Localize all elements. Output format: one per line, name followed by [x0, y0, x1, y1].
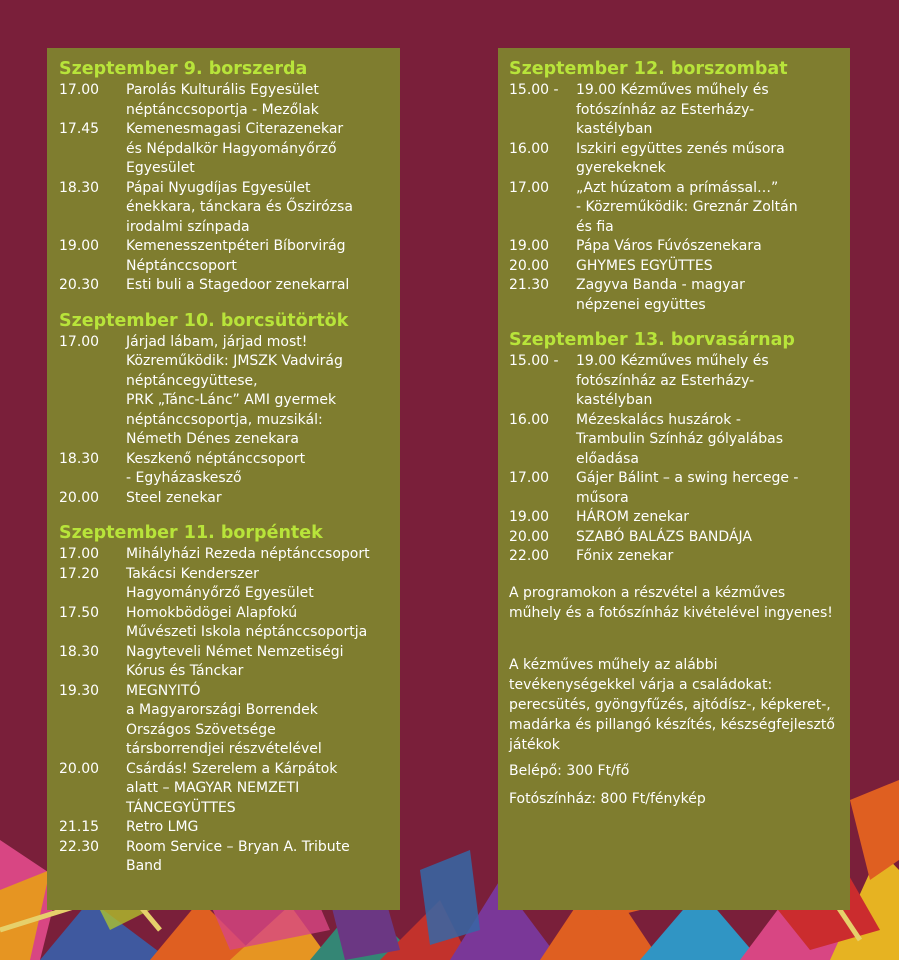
day-section	[59, 58, 400, 296]
description	[126, 81, 400, 120]
description-line: néptáncegyüttese,	[126, 372, 258, 389]
description-line: Országos Szövetsége	[126, 721, 276, 738]
description-line: kastélyban	[576, 121, 653, 137]
description	[576, 469, 850, 508]
description-line: PRK „Tánc-Lánc” AMI gyermek	[126, 392, 337, 408]
day-title: Szeptember 12. borszombat	[509, 59, 788, 79]
program-row	[59, 545, 400, 565]
time: 20.30	[59, 277, 100, 293]
description-line: néptánccsoportja, muzsikál:	[126, 411, 323, 428]
program-row	[59, 333, 400, 450]
description-line: Homokbödögei Alapfokú	[126, 604, 298, 621]
time: 18.30	[59, 179, 100, 196]
description-line: Németh Dénes zenekara	[126, 431, 299, 447]
time: 20.00	[509, 528, 550, 545]
description	[576, 547, 850, 567]
time: 22.00	[509, 548, 550, 564]
time: 16.00	[509, 411, 550, 428]
description-line: 19.00 Kézműves műhely és	[576, 353, 769, 369]
program-row	[59, 237, 400, 276]
description-line: Néptánccsoport	[126, 257, 237, 274]
program-row	[59, 643, 400, 682]
description-line: énekkara, tánckara és Őszirózsa	[126, 199, 353, 215]
entry-price: Belépő: 300 Ft/fő	[509, 762, 630, 779]
description	[126, 643, 400, 682]
description-line: Csárdás! Szerelem a Kárpátok	[126, 760, 338, 777]
program-row	[509, 508, 850, 528]
description-line: MEGNYITÓ	[126, 682, 201, 699]
program-row	[59, 120, 400, 179]
description-line: népzenei együttes	[576, 296, 706, 313]
description	[576, 257, 850, 277]
time: 21.30	[509, 277, 550, 293]
description	[576, 352, 850, 411]
time: 17.00	[59, 546, 100, 562]
description	[126, 489, 400, 509]
time: 20.00	[509, 257, 550, 274]
description-line: Band	[126, 858, 162, 874]
description-line: alatt – MAGYAR NEMZETI	[126, 780, 300, 796]
description-line: TÁNCEGYÜTTES	[126, 799, 236, 816]
time: 20.00	[59, 489, 100, 506]
description-line: Room Service – Bryan A. Tribute	[126, 838, 350, 855]
description-line: SZABÓ BALÁZS BANDÁJA	[576, 528, 752, 545]
description	[576, 411, 850, 470]
description	[126, 604, 400, 643]
description-line: Pápai Nyugdíjas Egyesület	[126, 179, 311, 196]
left-program-panel	[47, 48, 400, 910]
program-row	[59, 565, 400, 604]
description-line: és Népdalkör Hagyományőrző	[126, 140, 337, 157]
description-line: fotószínház az Esterházy-	[576, 101, 755, 118]
program-row	[59, 818, 400, 838]
description	[126, 682, 400, 760]
program-row	[59, 760, 400, 819]
description-line: Parolás Kulturális Egyesület	[126, 82, 319, 98]
program-row	[59, 450, 400, 489]
description	[576, 179, 850, 238]
workshop-note: A kézműves műhely az alábbi tevékenységekkel várja a családokat: perecsütés, gyöngyfűzés, ajtódísz-, képkeret-, madárka és pillangó készítés, készségfejlesztő játékok	[509, 656, 835, 753]
program-row	[59, 838, 400, 877]
free-entry-note: A programokon a részvétel a kézműves műhely és a fotószínház kivételével ingyenes!	[509, 584, 833, 621]
time: 15.00 -	[509, 82, 559, 98]
time: 21.15	[59, 819, 100, 835]
program-row	[509, 528, 850, 548]
description-line: Hagyományőrző Egyesület	[126, 585, 314, 601]
program-row	[59, 179, 400, 238]
time: 16.00	[509, 140, 550, 157]
day-title: Szeptember 10. borcsütörtök	[59, 310, 349, 331]
description	[126, 179, 400, 238]
description	[576, 237, 850, 257]
description-line: társborrendjei részvételével	[126, 741, 322, 757]
program-row	[509, 411, 850, 470]
program-row	[59, 81, 400, 120]
description-line: Kemenesmagasi Citerazenekar	[126, 121, 344, 137]
time: 17.45	[59, 121, 100, 137]
description-line: Gájer Bálint – a swing hercege -	[576, 470, 799, 486]
description-line: Zagyva Banda - magyar	[576, 277, 745, 293]
description-line: Trambulin Színház gólyalábas	[576, 431, 784, 447]
time: 17.00	[509, 179, 550, 196]
description	[126, 333, 400, 450]
description-line: Mihályházi Rezeda néptánccsoport	[126, 546, 370, 562]
description	[126, 237, 400, 276]
description	[126, 760, 400, 819]
program-row	[509, 81, 850, 140]
day-section	[509, 329, 850, 567]
description-line: Mézeskalács huszárok -	[576, 411, 741, 428]
description-line: Iszkiri együttes zenés műsora	[576, 140, 785, 157]
time: 19.30	[59, 682, 100, 699]
time: 22.30	[59, 838, 100, 855]
description-line: Közreműködik: JMSZK Vadvirág	[126, 353, 343, 369]
description	[126, 545, 400, 565]
program-row	[509, 352, 850, 411]
time: 18.30	[59, 643, 100, 660]
description-line: GHYMES EGYÜTTES	[576, 257, 713, 274]
time: 19.00	[59, 238, 100, 254]
description-line: Kemenesszentpéteri Bíborvirág	[126, 238, 346, 254]
description	[576, 528, 850, 548]
description	[576, 140, 850, 179]
program-row	[509, 469, 850, 508]
description	[126, 818, 400, 838]
description	[576, 276, 850, 315]
description	[126, 120, 400, 179]
time: 18.30	[59, 450, 100, 467]
description-line: Steel zenekar	[126, 489, 222, 506]
description-line: „Azt húzatom a prímással…”	[576, 179, 779, 196]
description-line: Nagyteveli Német Nemzetiségi	[126, 643, 344, 660]
program-row	[509, 547, 850, 567]
description	[576, 508, 850, 528]
description	[126, 276, 400, 296]
description	[126, 565, 400, 604]
description	[126, 838, 400, 877]
description-line: Kórus és Tánckar	[126, 663, 244, 679]
description-line: fotószínház az Esterházy-	[576, 372, 755, 389]
description-line: gyerekeknek	[576, 160, 666, 176]
program-row	[509, 237, 850, 257]
description	[576, 81, 850, 140]
description-line: Főnix zenekar	[576, 548, 674, 564]
time: 17.00	[509, 470, 550, 486]
time: 15.00 -	[509, 353, 559, 369]
description-line: Retro LMG	[126, 819, 199, 835]
description-line: - Egyházaskesző	[126, 470, 242, 486]
time: 17.20	[59, 565, 100, 582]
photo-price: Fotószínház: 800 Ft/fénykép	[509, 790, 706, 807]
program-row	[509, 257, 850, 277]
day-section	[59, 310, 400, 509]
description-line: irodalmi színpada	[126, 218, 250, 235]
time: 17.50	[59, 604, 100, 621]
description-line: kastélyban	[576, 392, 653, 408]
description-line: műsora	[576, 489, 629, 506]
program-row	[59, 682, 400, 760]
description-line: Pápa Város Fúvószenekara	[576, 238, 762, 254]
day-title: Szeptember 9. borszerda	[59, 59, 308, 79]
program-row	[59, 276, 400, 296]
program-row	[509, 140, 850, 179]
description-line: néptánccsoportja - Mezőlak	[126, 101, 319, 118]
program-row	[509, 179, 850, 238]
day-title: Szeptember 11. borpéntek	[59, 523, 323, 543]
program-row	[59, 604, 400, 643]
description-line: előadása	[576, 450, 639, 467]
day-section	[509, 58, 850, 315]
description-line: - Közreműködik: Greznár Zoltán	[576, 199, 798, 215]
program-row	[509, 276, 850, 315]
description-line: és fia	[576, 218, 614, 235]
right-program-panel	[498, 48, 850, 910]
description-line: Esti buli a Stagedoor zenekarral	[126, 277, 350, 293]
description-line: Járjad lábam, járjad most!	[126, 333, 308, 350]
description-line: HÁROM zenekar	[576, 509, 690, 525]
description-line: Művészeti Iskola néptánccsoportja	[126, 624, 368, 640]
time: 20.00	[59, 760, 100, 777]
time: 19.00	[509, 238, 550, 254]
time: 19.00	[509, 509, 550, 525]
description-line: Egyesület	[126, 160, 195, 176]
program-row	[59, 489, 400, 509]
description-line: 19.00 Kézműves műhely és	[576, 82, 769, 98]
description-line: Takácsi Kenderszer	[126, 565, 259, 582]
time: 17.00	[59, 82, 100, 98]
day-title: Szeptember 13. borvasárnap	[509, 330, 795, 350]
description	[126, 450, 400, 489]
description-line: Keszkenő néptánccsoport	[126, 450, 306, 467]
time: 17.00	[59, 333, 100, 350]
description-line: a Magyarországi Borrendek	[126, 702, 318, 718]
day-section	[59, 522, 400, 877]
